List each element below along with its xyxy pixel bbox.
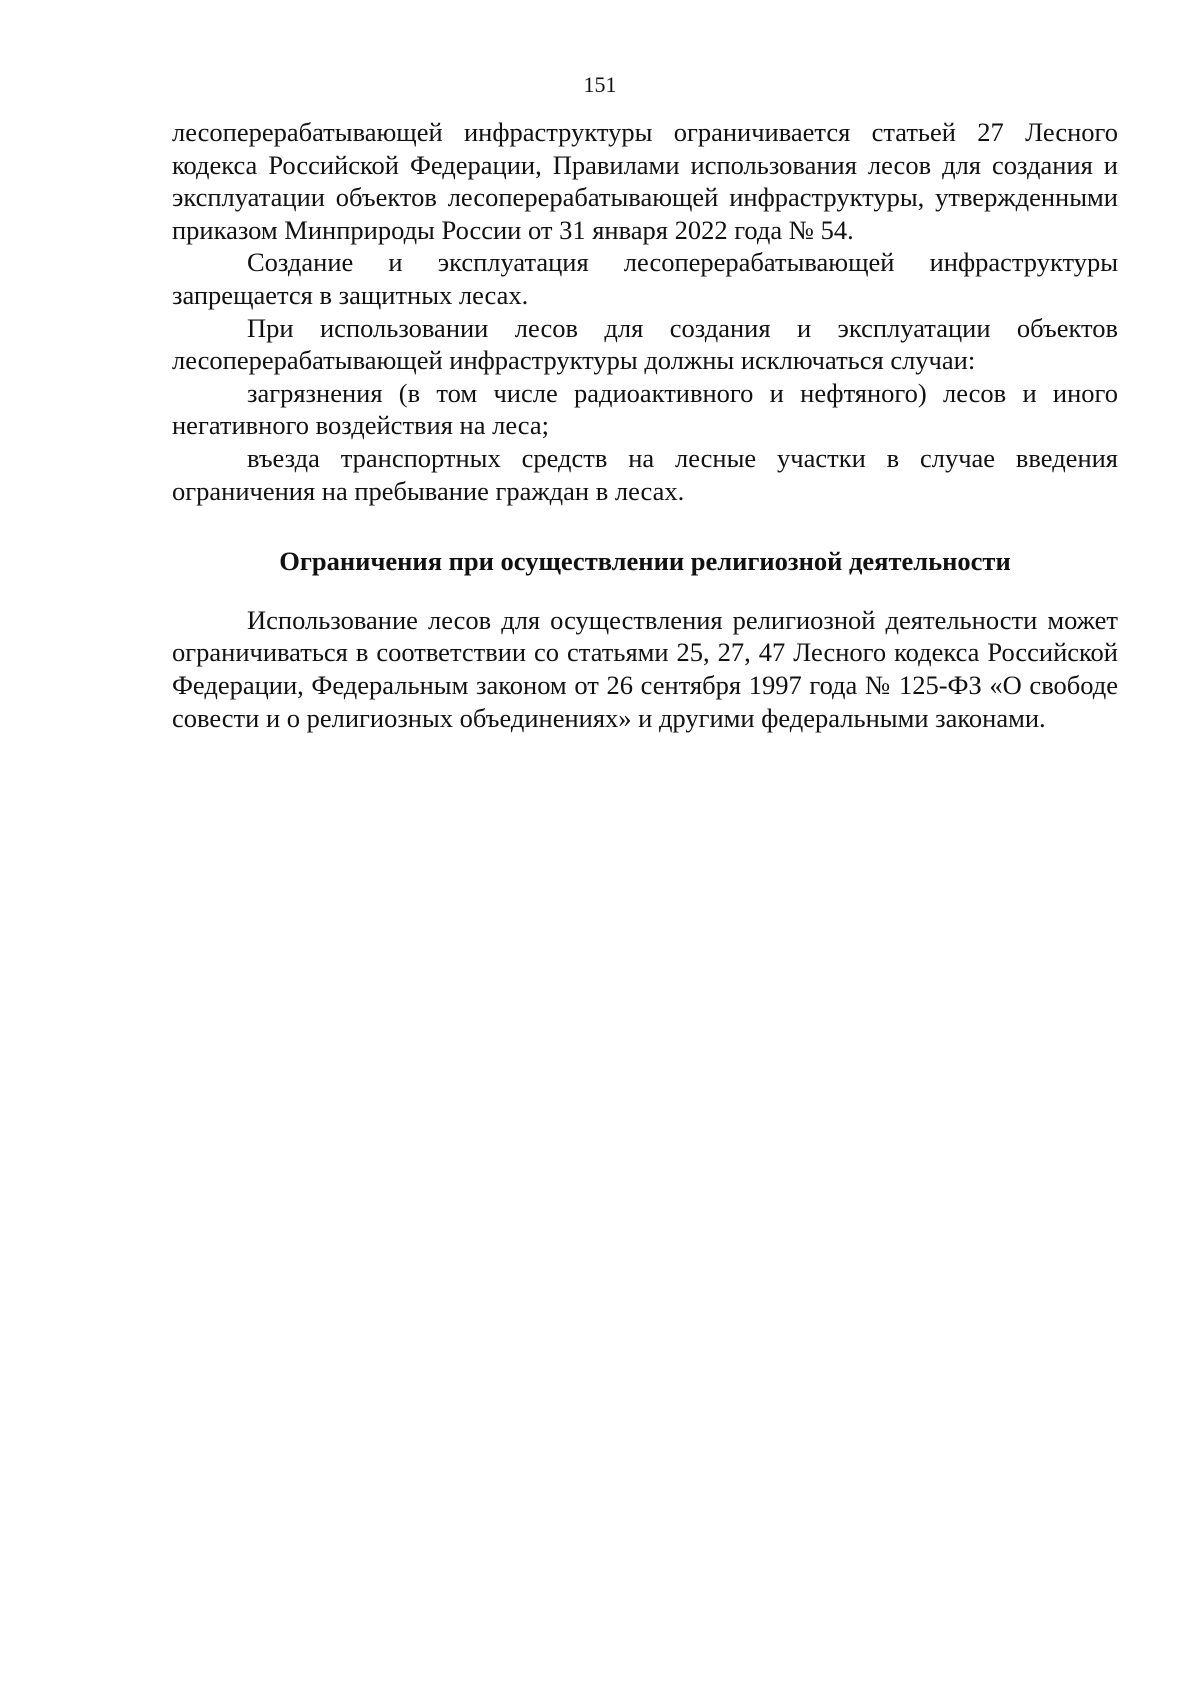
- paragraph-pollution-case: загрязнения (в том числе радиоактивного и нефтяного) лесов и иного негативного воздействия на леса;: [172, 377, 1118, 441]
- page-number: 151: [583, 72, 617, 97]
- paragraph-protective-forests-ban: Создание и эксплуатация лесоперерабатывающей инфраструктуры запрещается в защитных лесах.: [172, 247, 1118, 310]
- document-body: [172, 116, 1118, 734]
- spacer: [172, 578, 1118, 604]
- paragraph-infrastructure-regulation: лесоперерабатывающей инфраструктуры ограничивается статьей 27 Лесного кодекса Российской Федерации, Правилами использования лесов для создания и эксплуатации объектов лесоперерабатывающей инфраструктуры, утвержденными приказом Минприроды России от 31 января 2022 года № 54.: [172, 117, 1118, 245]
- paragraph-vehicle-entry-case: въезда транспортных средств на лесные участки в случае введения ограничения на пребывание граждан в лесах.: [172, 442, 1118, 506]
- spacer: [172, 507, 1118, 545]
- paragraph-religious-activity: Использование лесов для осуществления религиозной деятельности может ограничиваться в соответствии со статьями 25, 27, 47 Лесного кодекса Российской Федерации, Федеральным законом от 26 сентября 1997 года № 125-ФЗ «О свободе совести и о религиозных объединениях» и другими федеральными законами.: [172, 604, 1118, 733]
- section-heading-religious-activity: Ограничения при осуществлении религиозной деятельности: [279, 546, 1011, 577]
- paragraph-excluded-cases-intro: При использовании лесов для создания и эксплуатации объектов лесоперерабатывающей инфраструктуры должны исключаться случаи:: [172, 312, 1118, 376]
